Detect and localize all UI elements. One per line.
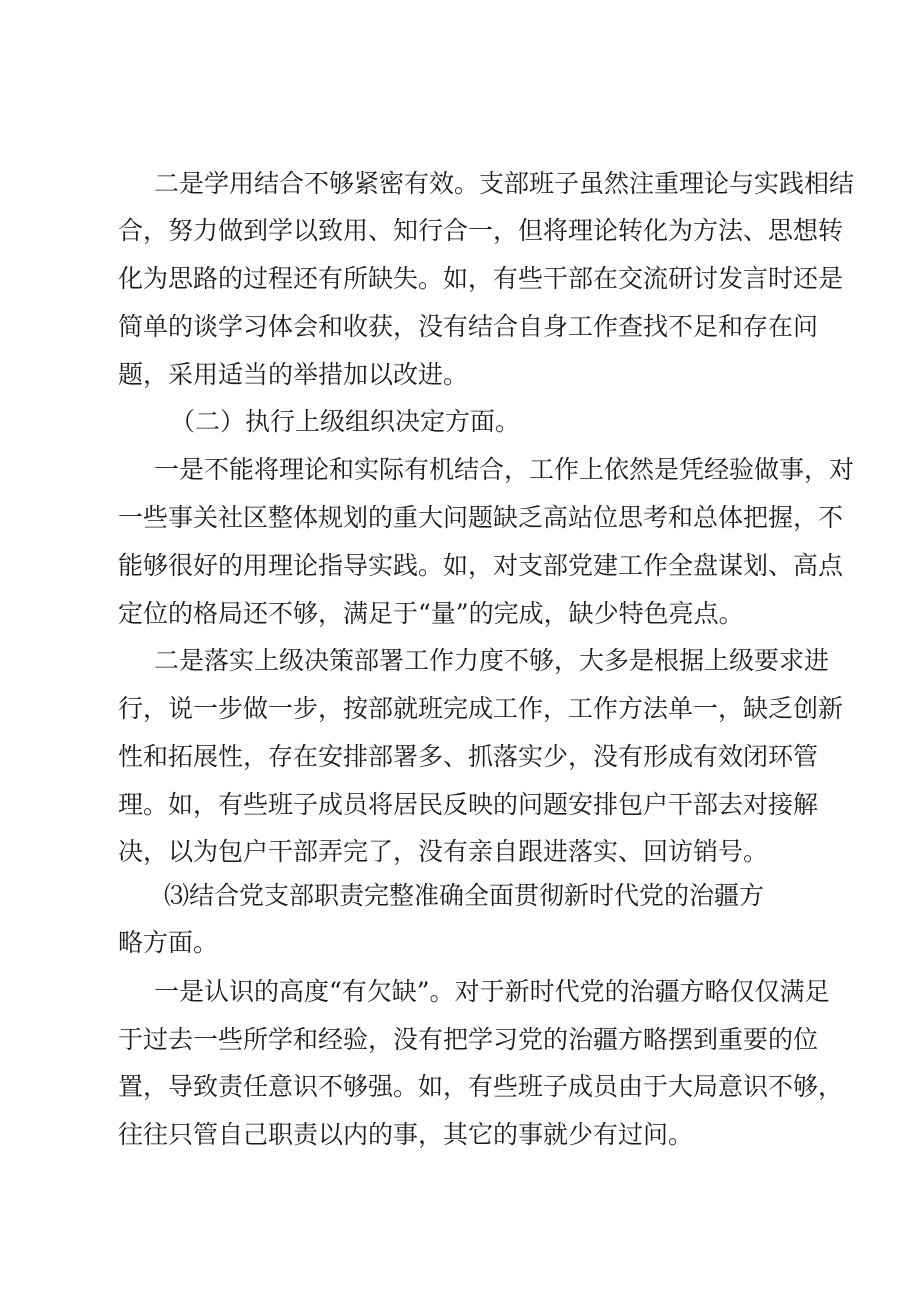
text-line: 能够很好的用理论指导实践。如，对支部党建工作全盘谋划、高点 <box>118 551 844 580</box>
text-line: 一是不能将理论和实际有机结合，工作上依然是凭经验做事，对 <box>154 455 855 484</box>
text-line: 往往只管自己职责以内的事，其它的事就少有过问。 <box>118 1120 694 1149</box>
text-line: 理。如，有些班子成员将居民反映的问题安排包户干部去对接解 <box>118 790 819 819</box>
text-line: 行，说一步做一步，按部就班完成工作，工作方法单一，缺乏创新 <box>118 694 844 723</box>
text-line: 题，采用适当的举措加以改进。 <box>118 360 469 389</box>
text-line: 置，导致责任意识不够强。如，有些班子成员由于大局意识不够， <box>118 1072 844 1101</box>
text-line: 性和拓展性，存在安排部署多、抓落实少，没有形成有效闭环管 <box>118 742 819 771</box>
text-line: 化为思路的过程还有所缺失。如，有些干部在交流研讨发言时还是 <box>118 264 844 293</box>
text-line: 一是认识的高度“有欠缺”。对于新时代党的治疆方略仅仅满足 <box>154 977 830 1006</box>
text-line: ⑶结合党支部职责完整准确全面贯彻新时代党的治疆方 <box>164 881 765 910</box>
text-line: 简单的谈学习体会和收获，没有结合自身工作查找不足和存在问 <box>118 312 819 341</box>
text-line: 于过去一些所学和经验，没有把学习党的治疆方略摆到重要的位 <box>118 1025 819 1054</box>
text-line: 合，努力做到学以致用、知行合一，但将理论转化为方法、思想转 <box>118 216 844 245</box>
text-line: 二是落实上级决策部署工作力度不够，大多是根据上级要求进 <box>154 646 830 675</box>
text-line: 决，以为包户干部弄完了，没有亲自跟进落实、回访销号。 <box>118 837 769 866</box>
text-line: 一些事关社区整体规划的重大问题缺乏高站位思考和总体把握，不 <box>118 503 844 532</box>
text-line: 二是学用结合不够紧密有效。支部班子虽然注重理论与实践相结 <box>154 169 855 198</box>
text-line: 略方面。 <box>118 928 219 957</box>
text-line: 定位的格局还不够，满足于“量”的完成，缺少特色亮点。 <box>118 599 744 628</box>
section-heading: （二）执行上级组织决定方面。 <box>170 407 521 436</box>
